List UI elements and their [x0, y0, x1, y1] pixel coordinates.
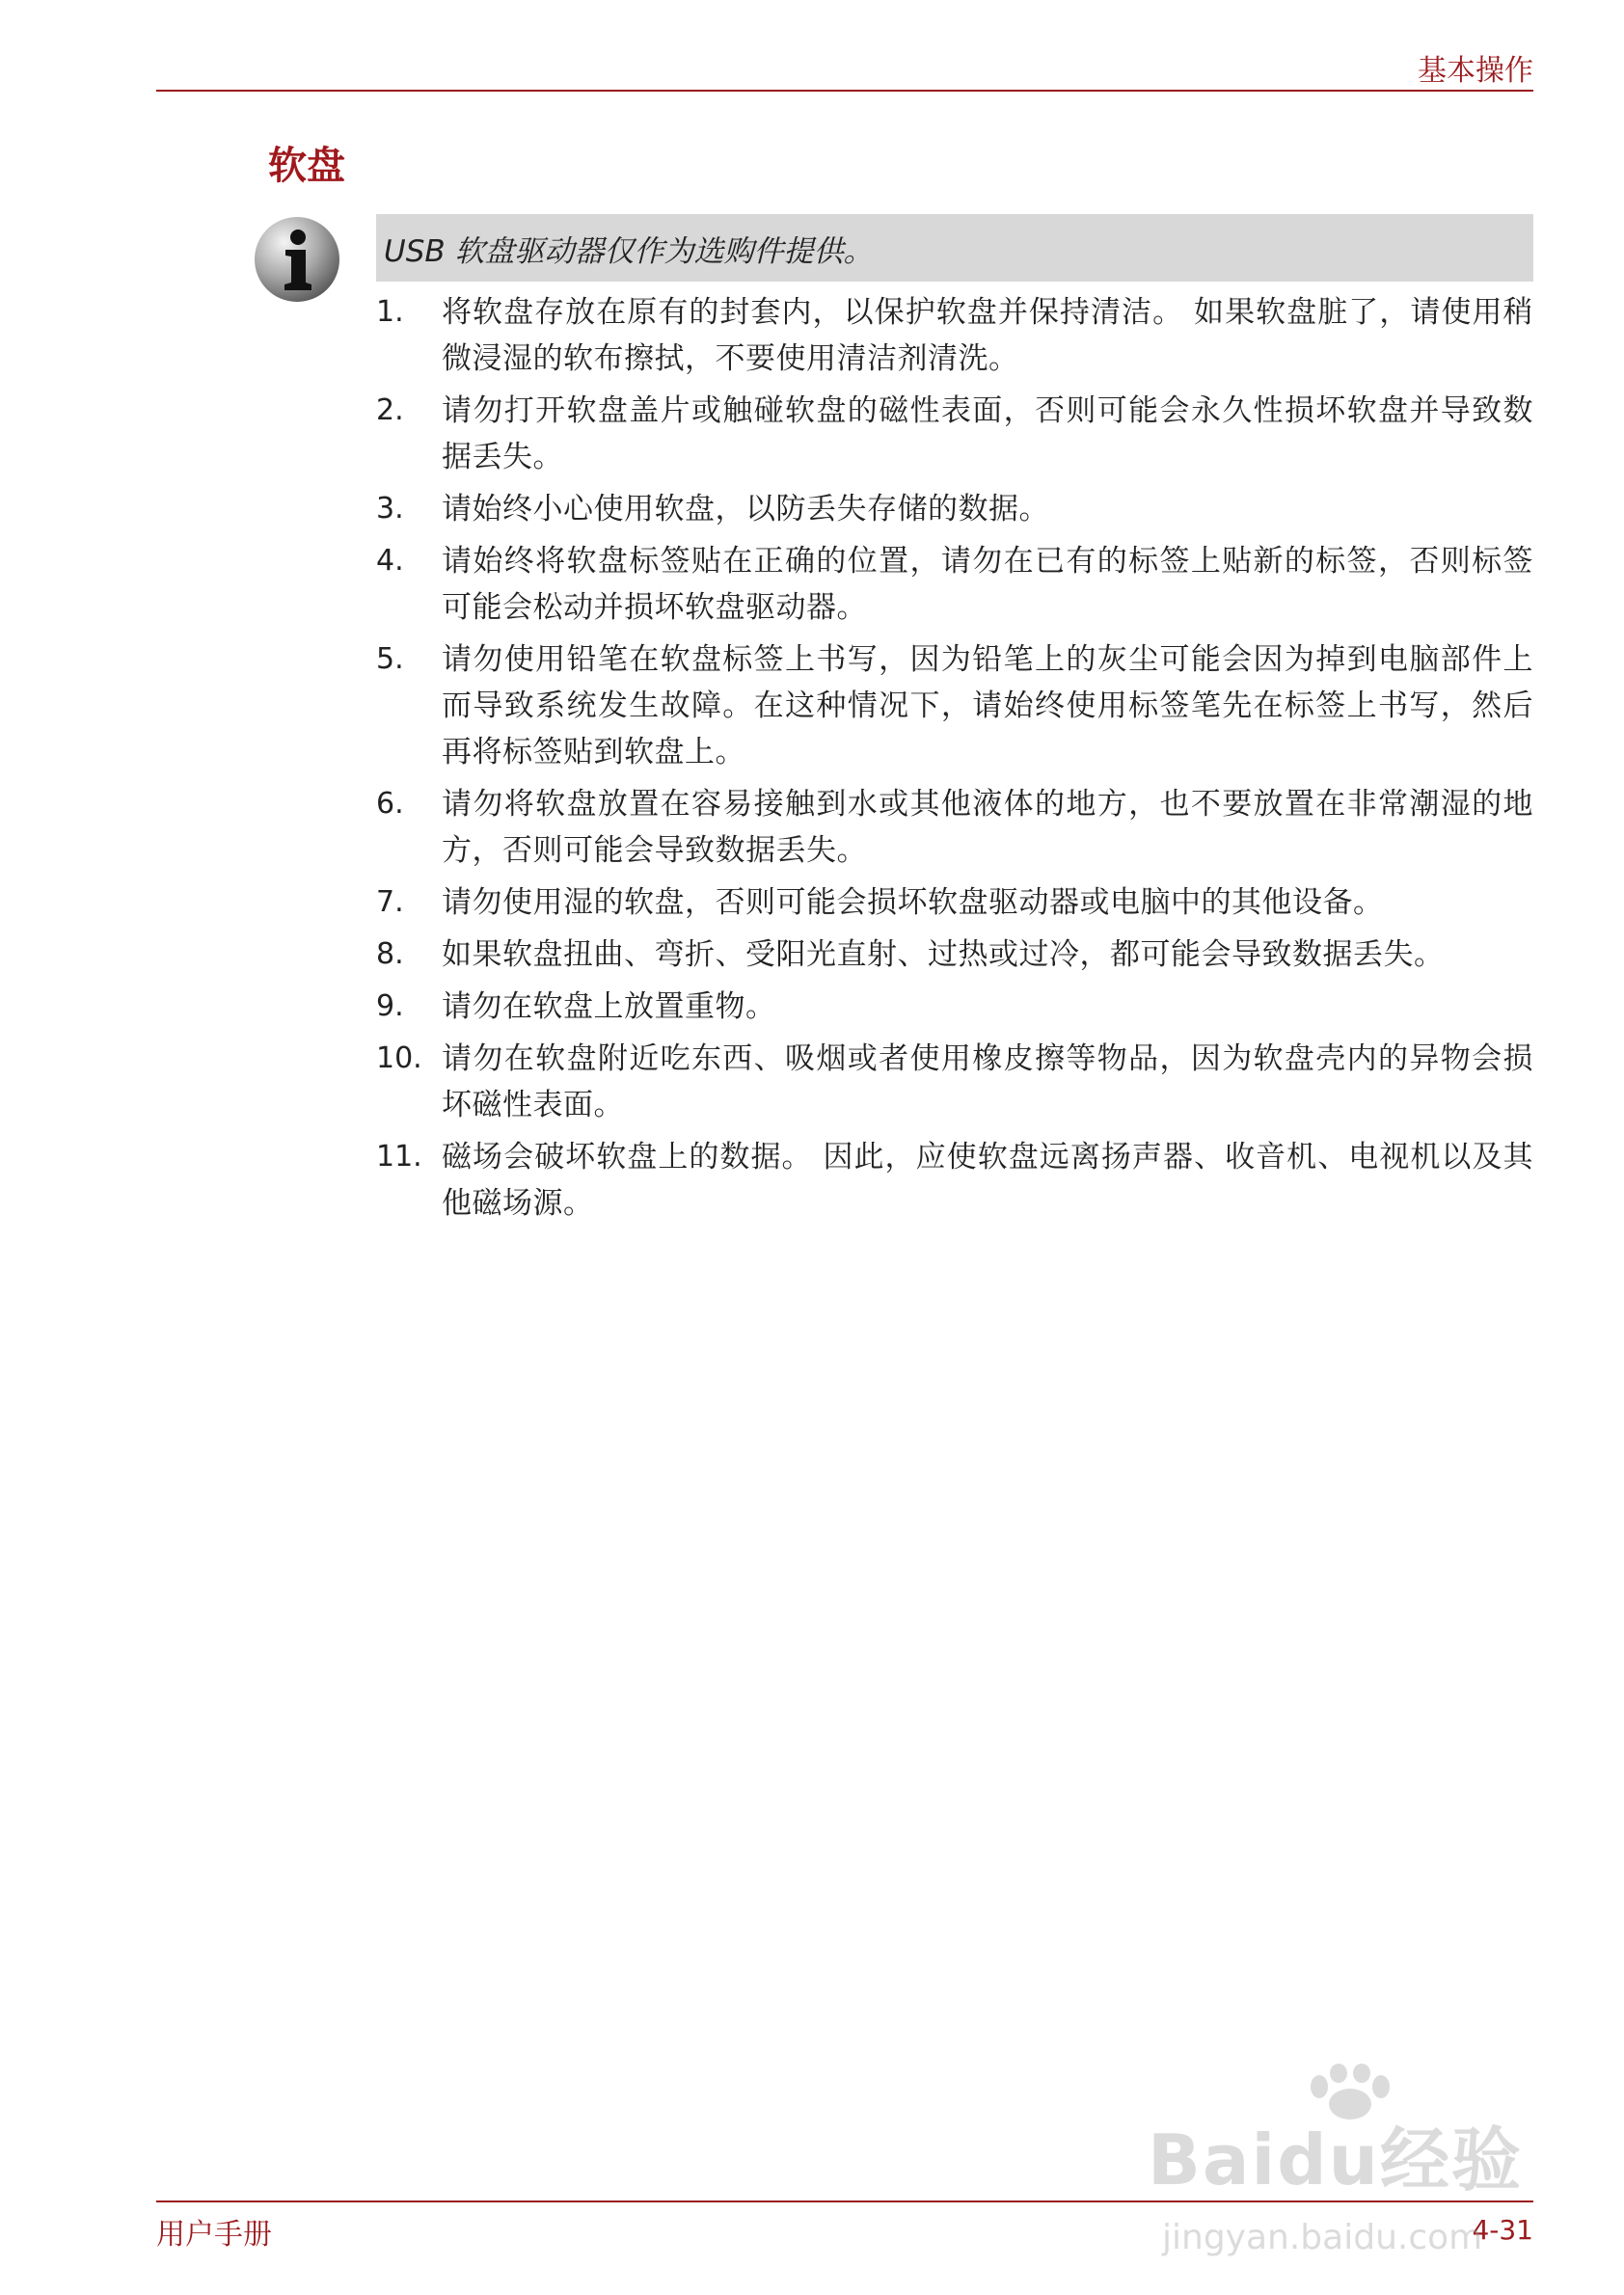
- item-number: 9.: [376, 989, 404, 1023]
- list-item: [376, 538, 1533, 631]
- item-number: 8.: [376, 937, 404, 971]
- list-item: [376, 879, 1533, 926]
- item-text: 磁场会破坏软盘上的数据。 因此，应使软盘远离扬声器、收音机、电视机以及其他磁场源。: [442, 1140, 1533, 1221]
- info-icon: [253, 215, 341, 304]
- list-item: [376, 932, 1533, 978]
- item-text: 请始终将软盘标签贴在正确的位置，请勿在已有的标签上贴新的标签，否则标签可能会松动并损坏软盘驱动器。: [442, 544, 1533, 625]
- header-title: 基本操作: [1418, 54, 1533, 88]
- item-text: 请始终小心使用软盘，以防丢失存储的数据。: [442, 492, 1049, 526]
- baidu-watermark: [1148, 2064, 1553, 2208]
- list-item: [376, 781, 1533, 874]
- item-number: 2.: [376, 393, 404, 427]
- note-box: [376, 214, 1533, 282]
- list-item: [376, 388, 1533, 480]
- list-item: [376, 636, 1533, 775]
- watermark-url: jingyan.baidu.com: [1162, 2218, 1483, 2257]
- precautions-list: [376, 289, 1533, 1232]
- footer-manual-title: 用户手册: [156, 2218, 272, 2252]
- item-text: 将软盘存放在原有的封套内，以保护软盘并保持清洁。 如果软盘脏了，请使用稍微浸湿的软布擦拭，不要使用清洁剂清洗。: [442, 295, 1533, 376]
- footer-rule: [156, 2200, 1533, 2202]
- list-item: [376, 486, 1533, 532]
- list-item: [376, 984, 1533, 1030]
- list-item: [376, 1134, 1533, 1227]
- list-item: [376, 1036, 1533, 1128]
- item-number: 3.: [376, 492, 404, 526]
- item-text: 请勿在软盘上放置重物。: [442, 989, 776, 1024]
- item-text: 请勿使用湿的软盘，否则可能会损坏软盘驱动器或电脑中的其他设备。: [442, 885, 1384, 920]
- item-text: 请勿打开软盘盖片或触碰软盘的磁性表面，否则可能会永久性损坏软盘并导致数据丢失。: [442, 393, 1533, 474]
- item-number: 10.: [376, 1041, 422, 1075]
- page-number: 4-31: [1472, 2214, 1533, 2246]
- item-number: 5.: [376, 642, 404, 676]
- item-text: 如果软盘扭曲、弯折、受阳光直射、过热或过冷，都可能会导致数据丢失。: [442, 937, 1445, 972]
- header-rule: [156, 90, 1533, 92]
- item-text: 请勿在软盘附近吃东西、吸烟或者使用橡皮擦等物品，因为软盘壳内的异物会损坏磁性表面。: [442, 1041, 1533, 1122]
- note-text: USB 软盘驱动器仅作为选购件提供。: [384, 233, 874, 269]
- item-text: 请勿使用铅笔在软盘标签上书写，因为铅笔上的灰尘可能会因为掉到电脑部件上而导致系统发生故障。在这种情况下，请始终使用标签笔先在标签上书写，然后再将标签贴到软盘上。: [442, 642, 1533, 770]
- item-number: 1.: [376, 295, 404, 329]
- item-number: 6.: [376, 787, 404, 821]
- item-text: 请勿将软盘放置在容易接触到水或其他液体的地方，也不要放置在非常潮湿的地方，否则可能会导致数据丢失。: [442, 787, 1533, 868]
- item-number: 7.: [376, 885, 404, 919]
- list-item: [376, 289, 1533, 382]
- section-title: 软盘: [268, 144, 345, 188]
- item-number: 4.: [376, 544, 404, 578]
- watermark-text: Baidu经验: [1148, 2120, 1523, 2200]
- item-number: 11.: [376, 1140, 422, 1174]
